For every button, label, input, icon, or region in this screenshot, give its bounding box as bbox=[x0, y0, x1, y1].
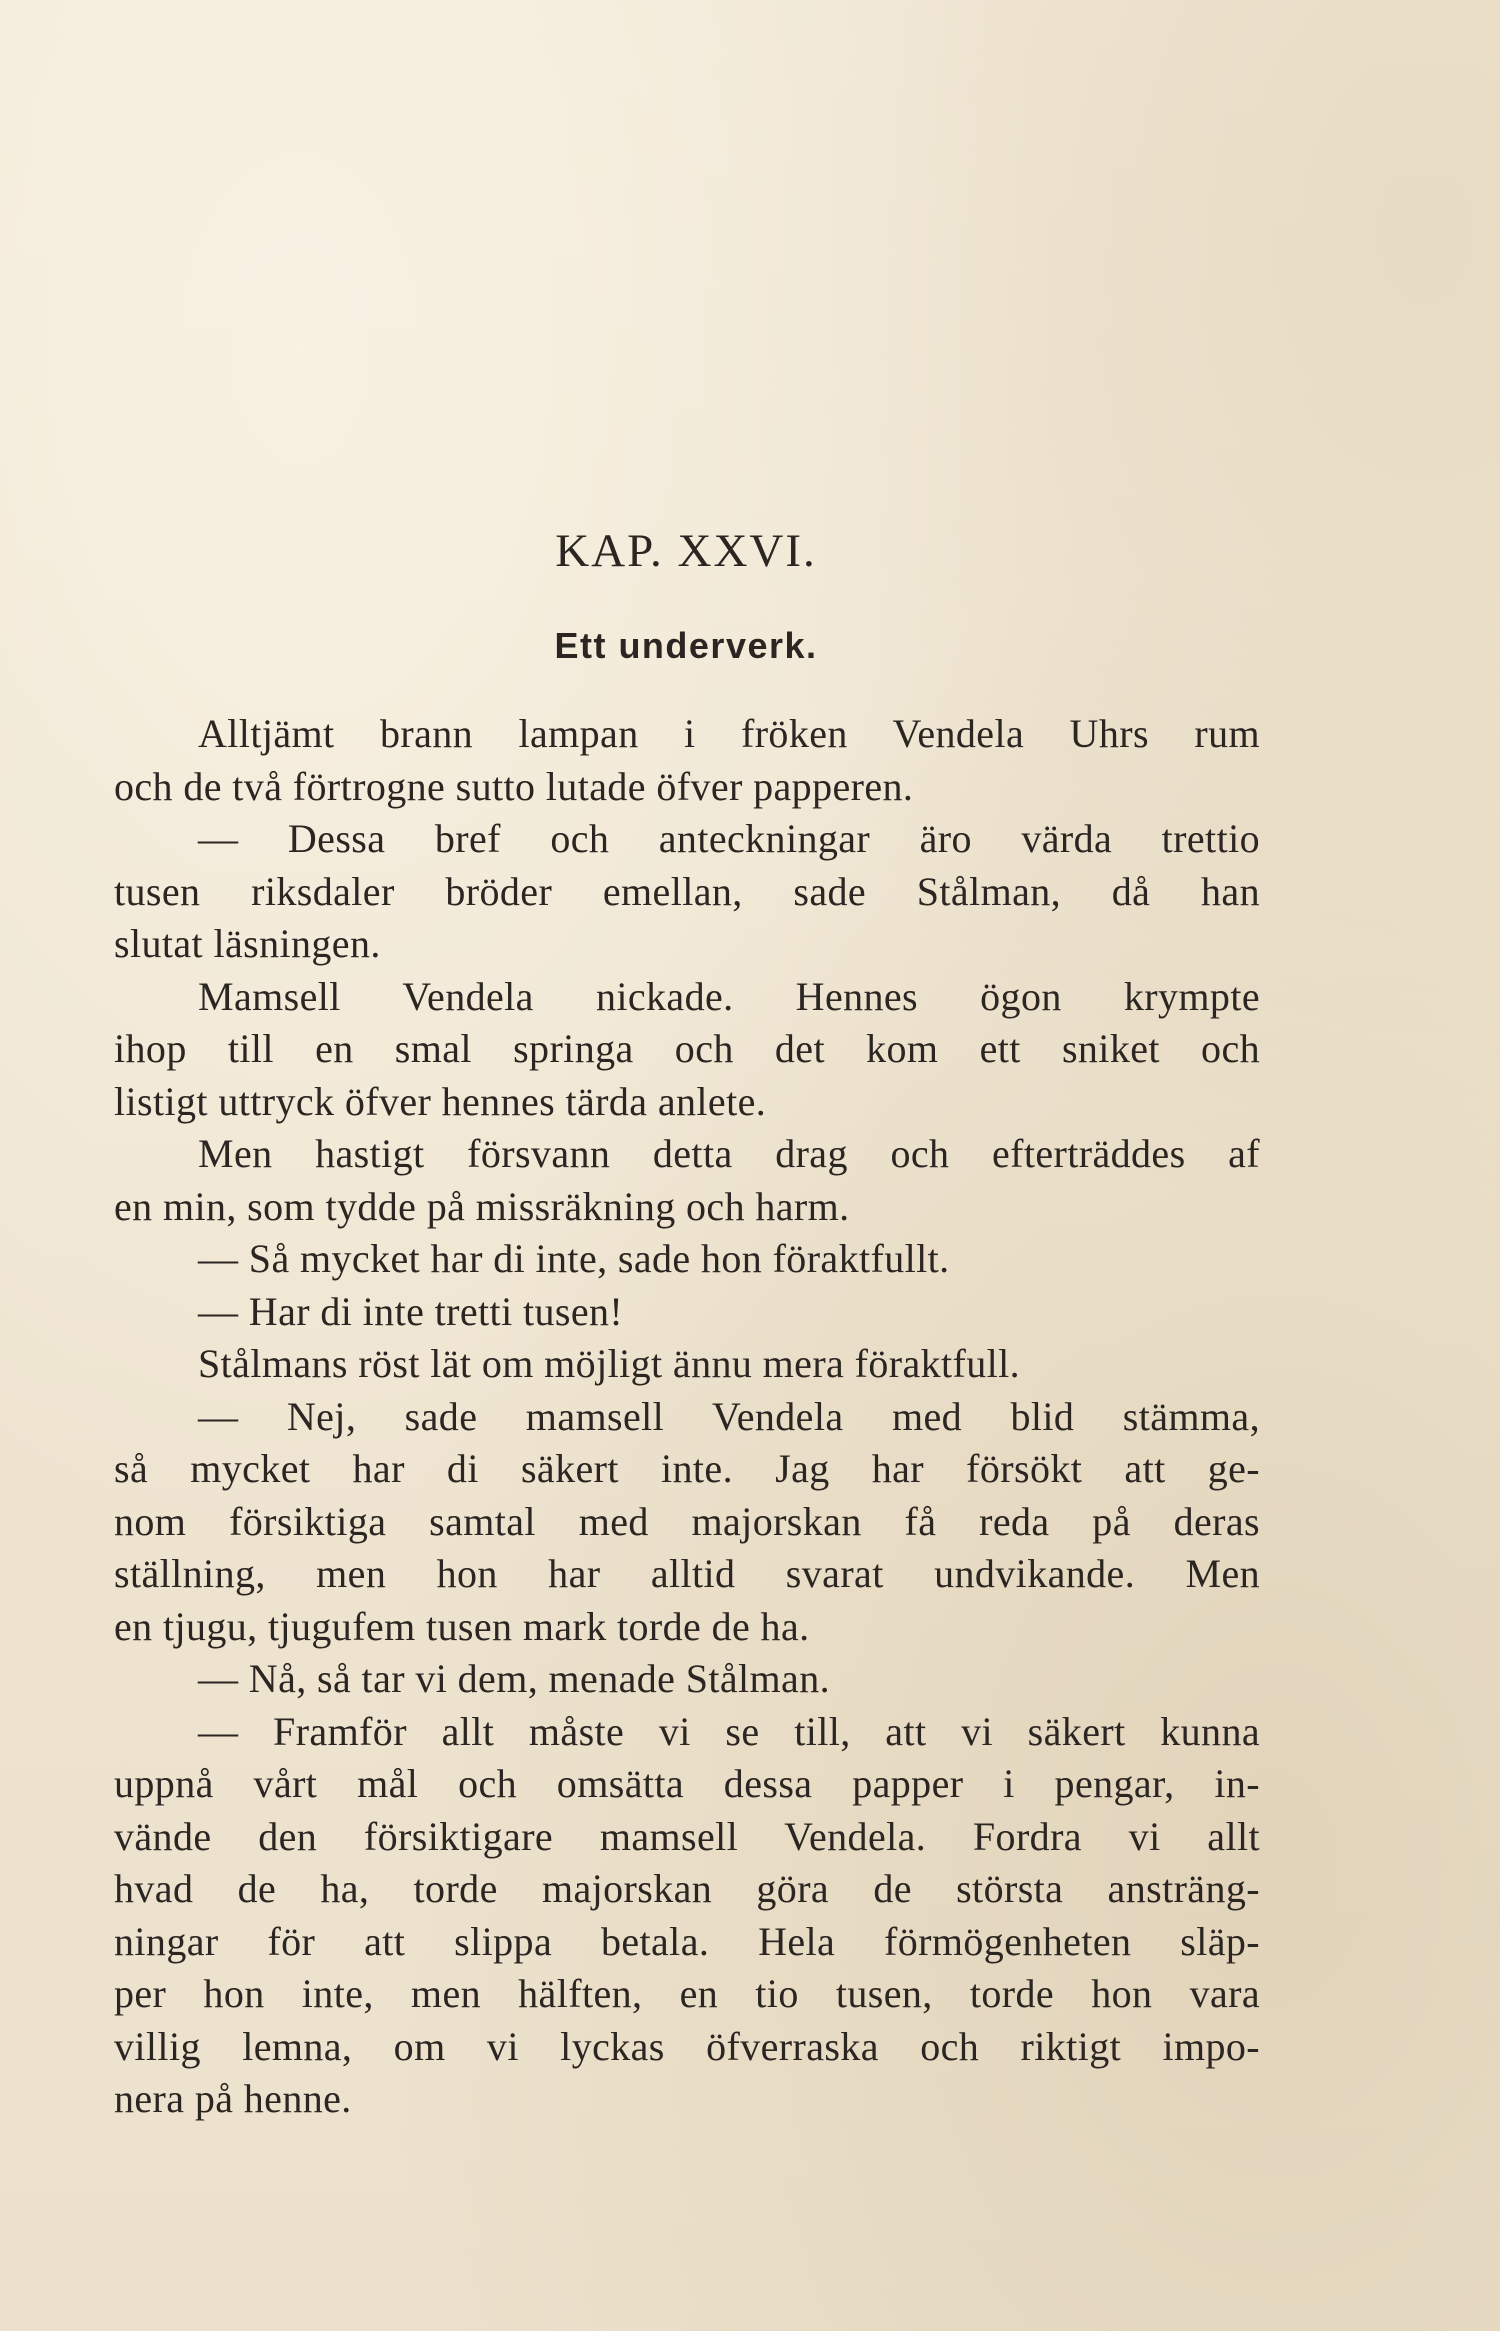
text-line: — Så mycket har di inte, sade hon föraktfullt. bbox=[198, 1236, 950, 1281]
text-line: per hon inte, men hälften, en tio tusen, torde hon vara bbox=[114, 1971, 1260, 2016]
text-line: — Framför allt måste vi se till, att vi säkert kunna bbox=[198, 1708, 1260, 1754]
text-line: Stålmans röst lät om möjligt ännu mera föraktfull. bbox=[198, 1341, 1021, 1386]
chapter-number: KAP. XXVI. bbox=[555, 525, 817, 577]
text-line: listigt uttryck öfver hennes tärda anlete. bbox=[114, 1078, 767, 1124]
text-line: ningar för att slippa betala. Hela förmögenheten släp- bbox=[114, 1918, 1260, 1964]
text-line: så mycket har di säkert inte. Jag har försökt att ge- bbox=[114, 1446, 1260, 1491]
text-line: tusen riksdaler bröder emellan, sade Stålman, då han bbox=[114, 868, 1260, 914]
text-line: en tjugu, tjugufem tusen mark torde de ha. bbox=[114, 1603, 810, 1649]
text-line: uppnå vårt mål och omsätta dessa papper i pengar, in- bbox=[114, 1761, 1260, 1806]
text-line: ihop till en smal springa och det kom ett sniket och bbox=[114, 1026, 1260, 1071]
text-line: villig lemna, om vi lyckas öfverraska och riktigt impo- bbox=[114, 2023, 1260, 2069]
text-line: — Har di inte tretti tusen! bbox=[198, 1288, 624, 1334]
text-line: — Nå, så tar vi dem, menade Stålman. bbox=[198, 1656, 830, 1701]
text-line: vände den försiktigare mamsell Vendela. Fordra vi allt bbox=[114, 1813, 1260, 1859]
text-line: hvad de ha, torde majorskan göra de största ansträng- bbox=[114, 1866, 1260, 1911]
text-line: nera på henne. bbox=[114, 2076, 352, 2121]
text-line: slutat läsningen. bbox=[114, 921, 381, 966]
text-line: nom försiktiga samtal med majorskan få reda på deras bbox=[114, 1498, 1260, 1544]
body-text bbox=[114, 708, 1260, 2126]
text-line: en min, som tydde på missräkning och harm. bbox=[114, 1183, 850, 1229]
text-line: och de två förtrogne sutto lutade öfver papperen. bbox=[114, 763, 914, 809]
chapter-title: Ett underverk. bbox=[554, 625, 818, 666]
text-line: ställning, men hon har alltid svarat undvikande. Men bbox=[114, 1551, 1260, 1596]
text-line: — Nej, sade mamsell Vendela med blid stämma, bbox=[198, 1393, 1260, 1439]
text-line: — Dessa bref och anteckningar äro värda trettio bbox=[198, 816, 1260, 861]
text-line: Alltjämt brann lampan i fröken Vendela Uhrs rum bbox=[198, 711, 1260, 756]
text-line: Men hastigt försvann detta drag och efterträddes af bbox=[198, 1131, 1260, 1176]
text-line: Mamsell Vendela nickade. Hennes ögon krympte bbox=[198, 973, 1260, 1019]
